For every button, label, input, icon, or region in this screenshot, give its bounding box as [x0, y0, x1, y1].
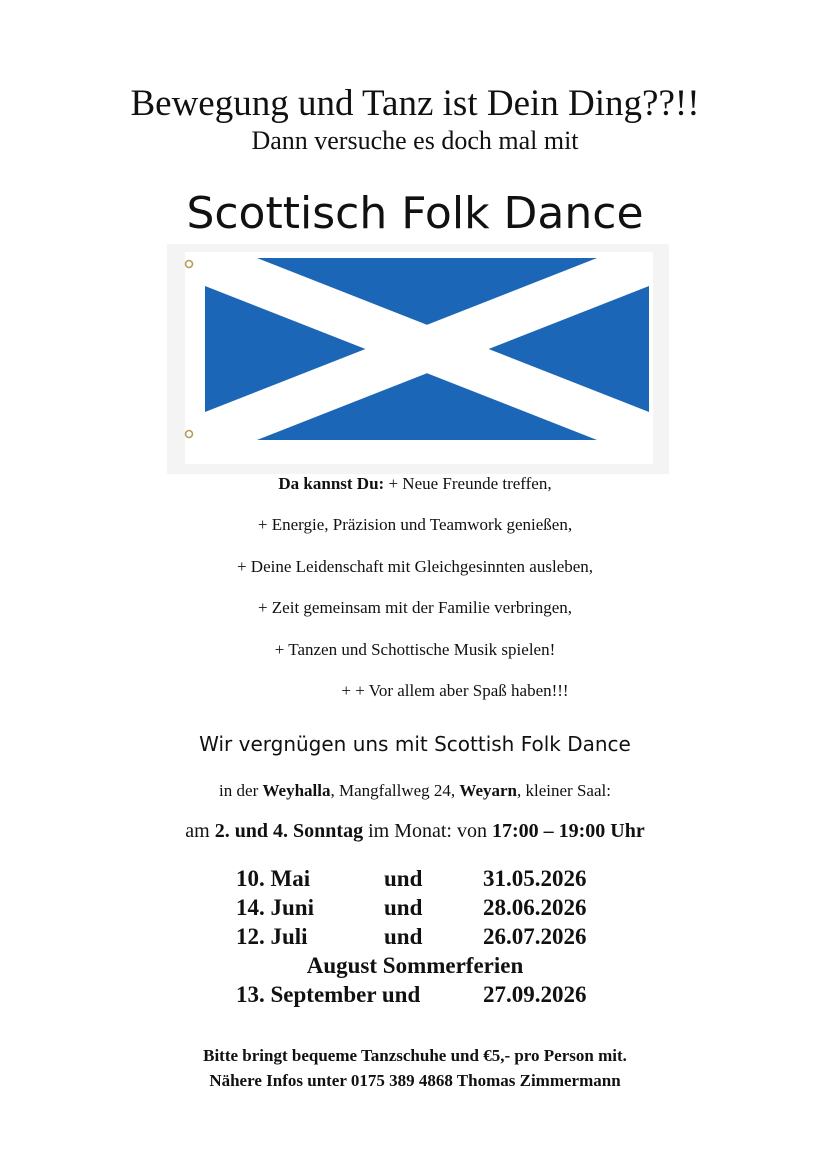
scotland-flag-icon — [167, 244, 669, 474]
date-second: 31.05.2026 — [483, 866, 587, 891]
fun-line-prefix: Wir vergnügen uns mit — [199, 732, 435, 756]
date-second: 27.09.2026 — [483, 982, 587, 1007]
venue-place: Weyhalla — [262, 781, 331, 800]
fun-line — [0, 732, 830, 756]
date-note: August Sommerferien — [306, 953, 524, 978]
date-row — [0, 866, 830, 895]
venue-text: , kleiner Saal: — [517, 781, 611, 800]
contact-info: Nähere Infos unter 0175 389 4868 Thomas Zimmermann — [209, 1071, 621, 1090]
footer-note: Bitte bringt bequeme Tanzschuhe und €5,- pro Person mit. — [203, 1046, 627, 1065]
date-row — [0, 895, 830, 924]
benefit-item: + Energie, Präzision und Teamwork genießen, — [257, 515, 573, 534]
date-first: 13. September und — [236, 982, 421, 1007]
venue-text: in der — [219, 781, 263, 800]
schedule-text: am — [185, 820, 215, 842]
date-first: 10. Mai — [236, 866, 311, 891]
schedule-line — [0, 820, 830, 843]
date-joiner: und — [384, 924, 423, 949]
date-joiner: und — [384, 866, 423, 891]
benefit-item: + Zeit gemeinsam mit der Familie verbringen, — [257, 598, 573, 617]
schedule-days: 2. und 4. Sonntag — [214, 820, 364, 842]
headline: Bewegung und Tanz ist Dein Ding??!! — [130, 83, 700, 124]
benefit-item: + + Vor allem aber Spaß haben!!! — [341, 681, 569, 700]
schedule-text: im Monat: von — [363, 820, 492, 842]
venue-text: , Mangfallweg 24, — [330, 781, 460, 800]
date-note-row — [0, 953, 830, 982]
subheadline: Dann versuche es doch mal mit — [251, 126, 579, 155]
venue-line — [0, 781, 830, 801]
date-second: 28.06.2026 — [483, 895, 587, 920]
date-row — [0, 982, 830, 1011]
date-row — [0, 924, 830, 953]
benefit-item: + Neue Freunde treffen, — [384, 474, 552, 493]
flag-graphic — [167, 244, 669, 474]
date-joiner: und — [384, 895, 423, 920]
date-first: 14. Juni — [236, 895, 314, 920]
benefit-intro-label: Da kannst Du: — [278, 474, 385, 493]
schedule-time: 17:00 – 19:00 Uhr — [491, 820, 645, 842]
date-second: 26.07.2026 — [483, 924, 587, 949]
benefit-item: + Deine Leidenschaft mit Gleichgesinnten ausleben, — [236, 557, 594, 576]
venue-town: Weyarn — [459, 781, 517, 800]
event-title: Scottisch Folk Dance — [186, 188, 644, 239]
date-first: 12. Juli — [236, 924, 308, 949]
fun-line-name: Scottish Folk Dance — [434, 732, 631, 756]
benefit-item: + Tanzen und Schottische Musik spielen! — [274, 640, 556, 659]
benefit-intro — [0, 474, 830, 494]
